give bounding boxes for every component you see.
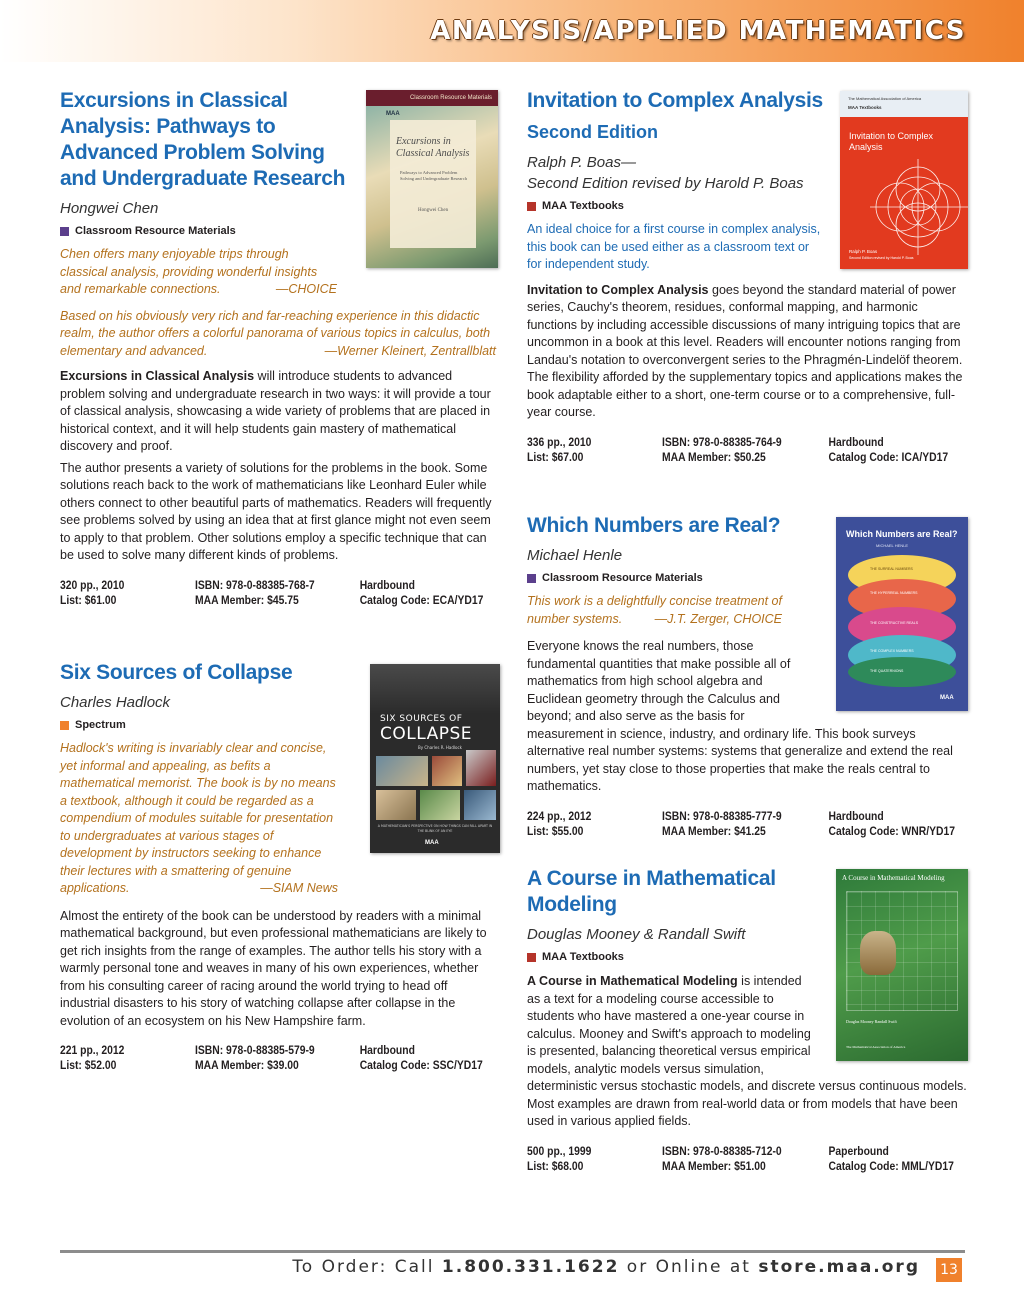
cover-photo-6 <box>464 790 496 820</box>
cover-art-top <box>370 664 500 714</box>
order-phone[interactable]: 1.800.331.1622 <box>441 1257 620 1277</box>
book-title: Six Sources of Collapse <box>60 661 293 684</box>
cover-circles-icon <box>840 155 968 255</box>
binding: Hardbound <box>828 436 884 449</box>
catalog-code: Catalog Code: SSC/YD17 <box>359 1060 483 1072</box>
book-author: Ralph P. Boas— <box>527 154 636 171</box>
review-quote <box>527 593 782 628</box>
store-link[interactable]: store.maa.org <box>758 1257 920 1277</box>
cover-photo-1 <box>376 756 428 786</box>
cover-author: MICHAEL HENLE <box>876 543 909 548</box>
book-blurb: An ideal choice for a first course in complex analysis, this book can be used either as a classroom text or for independent study. <box>527 222 821 271</box>
book-cover-modeling[interactable] <box>836 869 968 1061</box>
book-author: Michael Henle <box>527 547 623 564</box>
cover-tagline: A MATHEMATICIAN'S PERSPECTIVE ON HOW THINGS CAN FALL APART IN THE BLINK OF AN EYE <box>377 824 493 833</box>
book-specs <box>60 1044 483 1074</box>
cover-band-label: THE COMPLEX NUMBERS <box>870 649 914 653</box>
cover-author: By Charles R. Hadlock <box>418 745 462 750</box>
member-price: MAA Member: $45.75 <box>195 594 299 607</box>
cover-band-label: THE HYPERREAL NUMBERS <box>870 591 918 595</box>
book-cover-collapse[interactable] <box>370 664 500 853</box>
book-title: A Course in Mathematical Modeling <box>527 867 776 916</box>
book-author: Douglas Mooney & Randall Swift <box>527 926 746 943</box>
book-cover-real[interactable] <box>836 517 968 711</box>
pages-year: 336 pp., 2010 <box>527 436 592 449</box>
catalog-code: Catalog Code: ECA/YD17 <box>359 594 484 607</box>
cover-title: Invitation to Complex Analysis <box>849 131 934 152</box>
book-cover-complex[interactable] <box>840 91 968 269</box>
catalog-code: Catalog Code: WNR/YD17 <box>828 825 956 838</box>
cover-author-note: Second Edition revised by Harold P. Boas <box>849 256 914 260</box>
book-description <box>60 368 500 456</box>
series-name: MAA Textbooks <box>542 951 624 963</box>
book-title: Which Numbers are Real? <box>527 514 781 537</box>
cover-photo-3 <box>466 750 496 786</box>
binding: Paperbound <box>828 1145 889 1158</box>
series-name: Classroom Resource Materials <box>75 225 236 237</box>
isbn: ISBN: 978-0-88385-768-7 <box>195 579 315 592</box>
cover-author: Douglas Mooney Randall Swift <box>846 1019 897 1024</box>
description-text: will introduce students to advanced problem solving and undergraduate research in two ways: it will provide a tour of classical analysis, showcasing a wide variety of problems that are placed in historical context, and it will help students gain mastery of mathematical discovery and proof. <box>60 369 491 453</box>
isbn: ISBN: 978-0-88385-764-9 <box>662 436 782 449</box>
page-number: 13 <box>936 1258 962 1282</box>
quote-source: —CHOICE <box>275 282 337 296</box>
cover-publisher: The Mathematical Association of America <box>846 1045 906 1049</box>
list-price: List: $68.00 <box>527 1160 584 1173</box>
book-title: Invitation to Complex Analysis <box>527 89 823 112</box>
footer-rule <box>60 1250 965 1253</box>
member-price: MAA Member: $50.25 <box>662 451 766 464</box>
series-marker-icon <box>527 953 536 962</box>
series-name: Spectrum <box>75 719 126 731</box>
catalog-code: Catalog Code: ICA/YD17 <box>828 451 949 464</box>
description-lead: A Course in Mathematical Modeling <box>527 974 738 988</box>
isbn: ISBN: 978-0-88385-579-9 <box>195 1045 315 1057</box>
book-specs <box>527 436 949 466</box>
member-price: MAA Member: $41.25 <box>662 825 766 838</box>
cover-photo-2 <box>432 756 462 786</box>
description-text: Everyone knows the real numbers, those fundamental quantities that make possible all of mathematics from high school algebra and Euclidean geometry through the Calculus and beyond; and also serve as the basis for measurement in science, industry, and ordinary life. This book surveys alternative real number systems: systems that generalize and extend the real numbers, yet stay close to those properties that make the reals central to mathematics. <box>527 639 953 793</box>
series-name: MAA Textbooks <box>542 200 624 212</box>
book-description: Almost the entirety of the book can be understood by readers with a minimal mathematical background, but even professional mathematicians are likely to get rich insights from the range of examples. The author tells his story with a warmly personal tone and weaves in many of his own experiences, whether from his consulting career of racing around the world trying to head off industrial disasters to his story of watching collapse after collapse in the evolution of an ecosystem on his New Hampshire farm. <box>60 908 487 1028</box>
cover-title-main: COLLAPSE <box>380 724 472 744</box>
list-price: List: $67.00 <box>527 451 584 464</box>
cover-logo: MAA <box>940 695 954 701</box>
cover-band-label: THE CONSTRUCTIVE REALS <box>870 621 919 625</box>
book-author: Hongwei Chen <box>60 200 159 217</box>
review-quote <box>60 740 338 898</box>
list-price: List: $55.00 <box>527 825 584 838</box>
book-specs <box>60 579 484 609</box>
cover-author: Hongwei Chen <box>418 208 449 213</box>
series-marker-icon <box>527 574 536 583</box>
cover-logo: MAA <box>425 840 439 846</box>
binding: Hardbound <box>359 1045 415 1057</box>
isbn: ISBN: 978-0-88385-777-9 <box>662 810 782 823</box>
list-price: List: $61.00 <box>60 594 117 607</box>
cover-publisher: The Mathematical Association of America <box>848 96 922 101</box>
cover-subtitle: Pathways to Advanced Problem Solving and Undergraduate Research <box>400 170 468 181</box>
pages-year: 320 pp., 2010 <box>60 579 125 592</box>
description-text: is intended as a text for a modeling course accessible to students who have mastered a one-year course in calculus. Mooney and Swift's approach to modeling is presented, balancing theoretical versus empirical models, analytic models versus simulation, deterministic versus stochastic models, and discrete versus continuous models. Most examples are drawn from real-world data or from models that have been used in various applied fields. <box>527 974 967 1128</box>
review-quote <box>60 246 335 299</box>
quote-source: —SIAM News <box>260 881 338 895</box>
cover-title: A Course in Mathematical Modeling <box>842 874 945 882</box>
bird-photo <box>860 931 896 975</box>
pages-year: 224 pp., 2012 <box>527 810 592 823</box>
binding: Hardbound <box>359 579 415 592</box>
list-price: List: $52.00 <box>60 1060 117 1072</box>
cover-title: Excursions in Classical Analysis <box>396 136 470 159</box>
cover-top-band <box>840 91 968 117</box>
section-title: ANALYSIS/APPLIED MATHEMATICS <box>430 16 966 46</box>
pages-year: 500 pp., 1999 <box>527 1145 592 1158</box>
cover-band-label: THE QUATERNIONS <box>870 669 904 673</box>
book-specs <box>527 810 956 840</box>
description-lead: Invitation to Complex Analysis <box>527 282 709 297</box>
isbn: ISBN: 978-0-88385-712-0 <box>662 1145 782 1158</box>
member-price: MAA Member: $51.00 <box>662 1160 766 1173</box>
book-cover-excursions[interactable] <box>366 90 498 268</box>
quote-text: Based on his obviously very rich and far-reaching experience in this didactic realm, the author offers a colorful panorama of various topics in calculus, both elementary and advanced. <box>60 308 491 358</box>
book-description <box>527 282 967 422</box>
order-middle: or Online at <box>619 1257 759 1277</box>
series-marker-icon <box>527 202 536 211</box>
cover-logo: MAA <box>386 111 400 117</box>
quote-source: —J.T. Zerger, CHOICE <box>654 611 782 626</box>
description-text: goes beyond the standard material of power series, Cauchy's theorem, residues, conformal mapping, and harmonic functions by including accessible discussions of many intriguing topics that are uncommon in a book at this level. Readers will encounter notions ranging from Landau's notation to overconvergent series to the Phragmén-Lindelöf theorem. The flexibility afforded by the supplementary topics and applications makes the book adaptable either to a short, one-term course or to a comprehensive, full-year course. <box>527 282 963 419</box>
quote-text: Hadlock's writing is invariably clear and concise, yet informal and appealing, as befits a mathematical memorist. The book is by no means a textbook, although it could be regarded as a compendium of modules suitable for presentation to undergraduates at various stages of development by instructors seeking to enhance their lectures with a smattering of genuine applications. <box>60 741 336 895</box>
cover-title-top: SIX SOURCES OF <box>380 714 463 724</box>
binding: Hardbound <box>828 810 884 823</box>
cover-photo-4 <box>376 790 416 820</box>
member-price: MAA Member: $39.00 <box>195 1060 299 1072</box>
cover-author: Ralph P. Boas <box>849 249 878 254</box>
series-name: Classroom Resource Materials <box>542 572 703 584</box>
book-description-2: The author presents a variety of solutions for the problems in the book. Some solutions reach back to the work of mathematicians like Leonhard Euler while others connect to other beautiful parts of mathematics. Readers will frequently see problems solved by using an idea that at first glance might not even seem to apply to that problem. Other solutions employ a specific technique that can be used to solve many different kinds of problems. <box>60 460 492 562</box>
book-title: Excursions in Classical Analysis: Pathways to Advanced Problem Solving and Undergraduate Research <box>60 89 346 190</box>
book-specs <box>527 1145 954 1175</box>
cover-title: Which Numbers are Real? <box>846 529 958 539</box>
series-marker-icon <box>60 721 69 730</box>
cover-series-band: Classroom Resource Materials <box>366 90 498 106</box>
catalog-code: Catalog Code: MML/YD17 <box>828 1160 954 1173</box>
cover-series: MAA Textbooks <box>848 105 882 110</box>
book-edition: Second Edition <box>527 122 659 142</box>
review-quote <box>60 308 496 361</box>
cover-photo-5 <box>420 790 460 820</box>
pages-year: 221 pp., 2012 <box>60 1045 125 1057</box>
book-author: Charles Hadlock <box>60 694 171 711</box>
book-author-note: Second Edition revised by Harold P. Boas <box>527 175 804 192</box>
order-prefix: To Order: Call <box>292 1257 442 1277</box>
quote-text: Chen offers many enjoyable trips through classical analysis, providing wonderful insights and remarkable connections. <box>60 247 318 296</box>
quote-text: This work is a delightfully concise treatment of number systems. <box>527 594 782 626</box>
series-marker-icon <box>60 227 69 236</box>
quote-source: —Werner Kleinert, Zentrallblatt <box>324 343 496 358</box>
order-info <box>292 1257 920 1277</box>
description-lead: Excursions in Classical Analysis <box>60 369 255 383</box>
cover-band-label: THE SURREAL NUMBERS <box>870 567 913 571</box>
